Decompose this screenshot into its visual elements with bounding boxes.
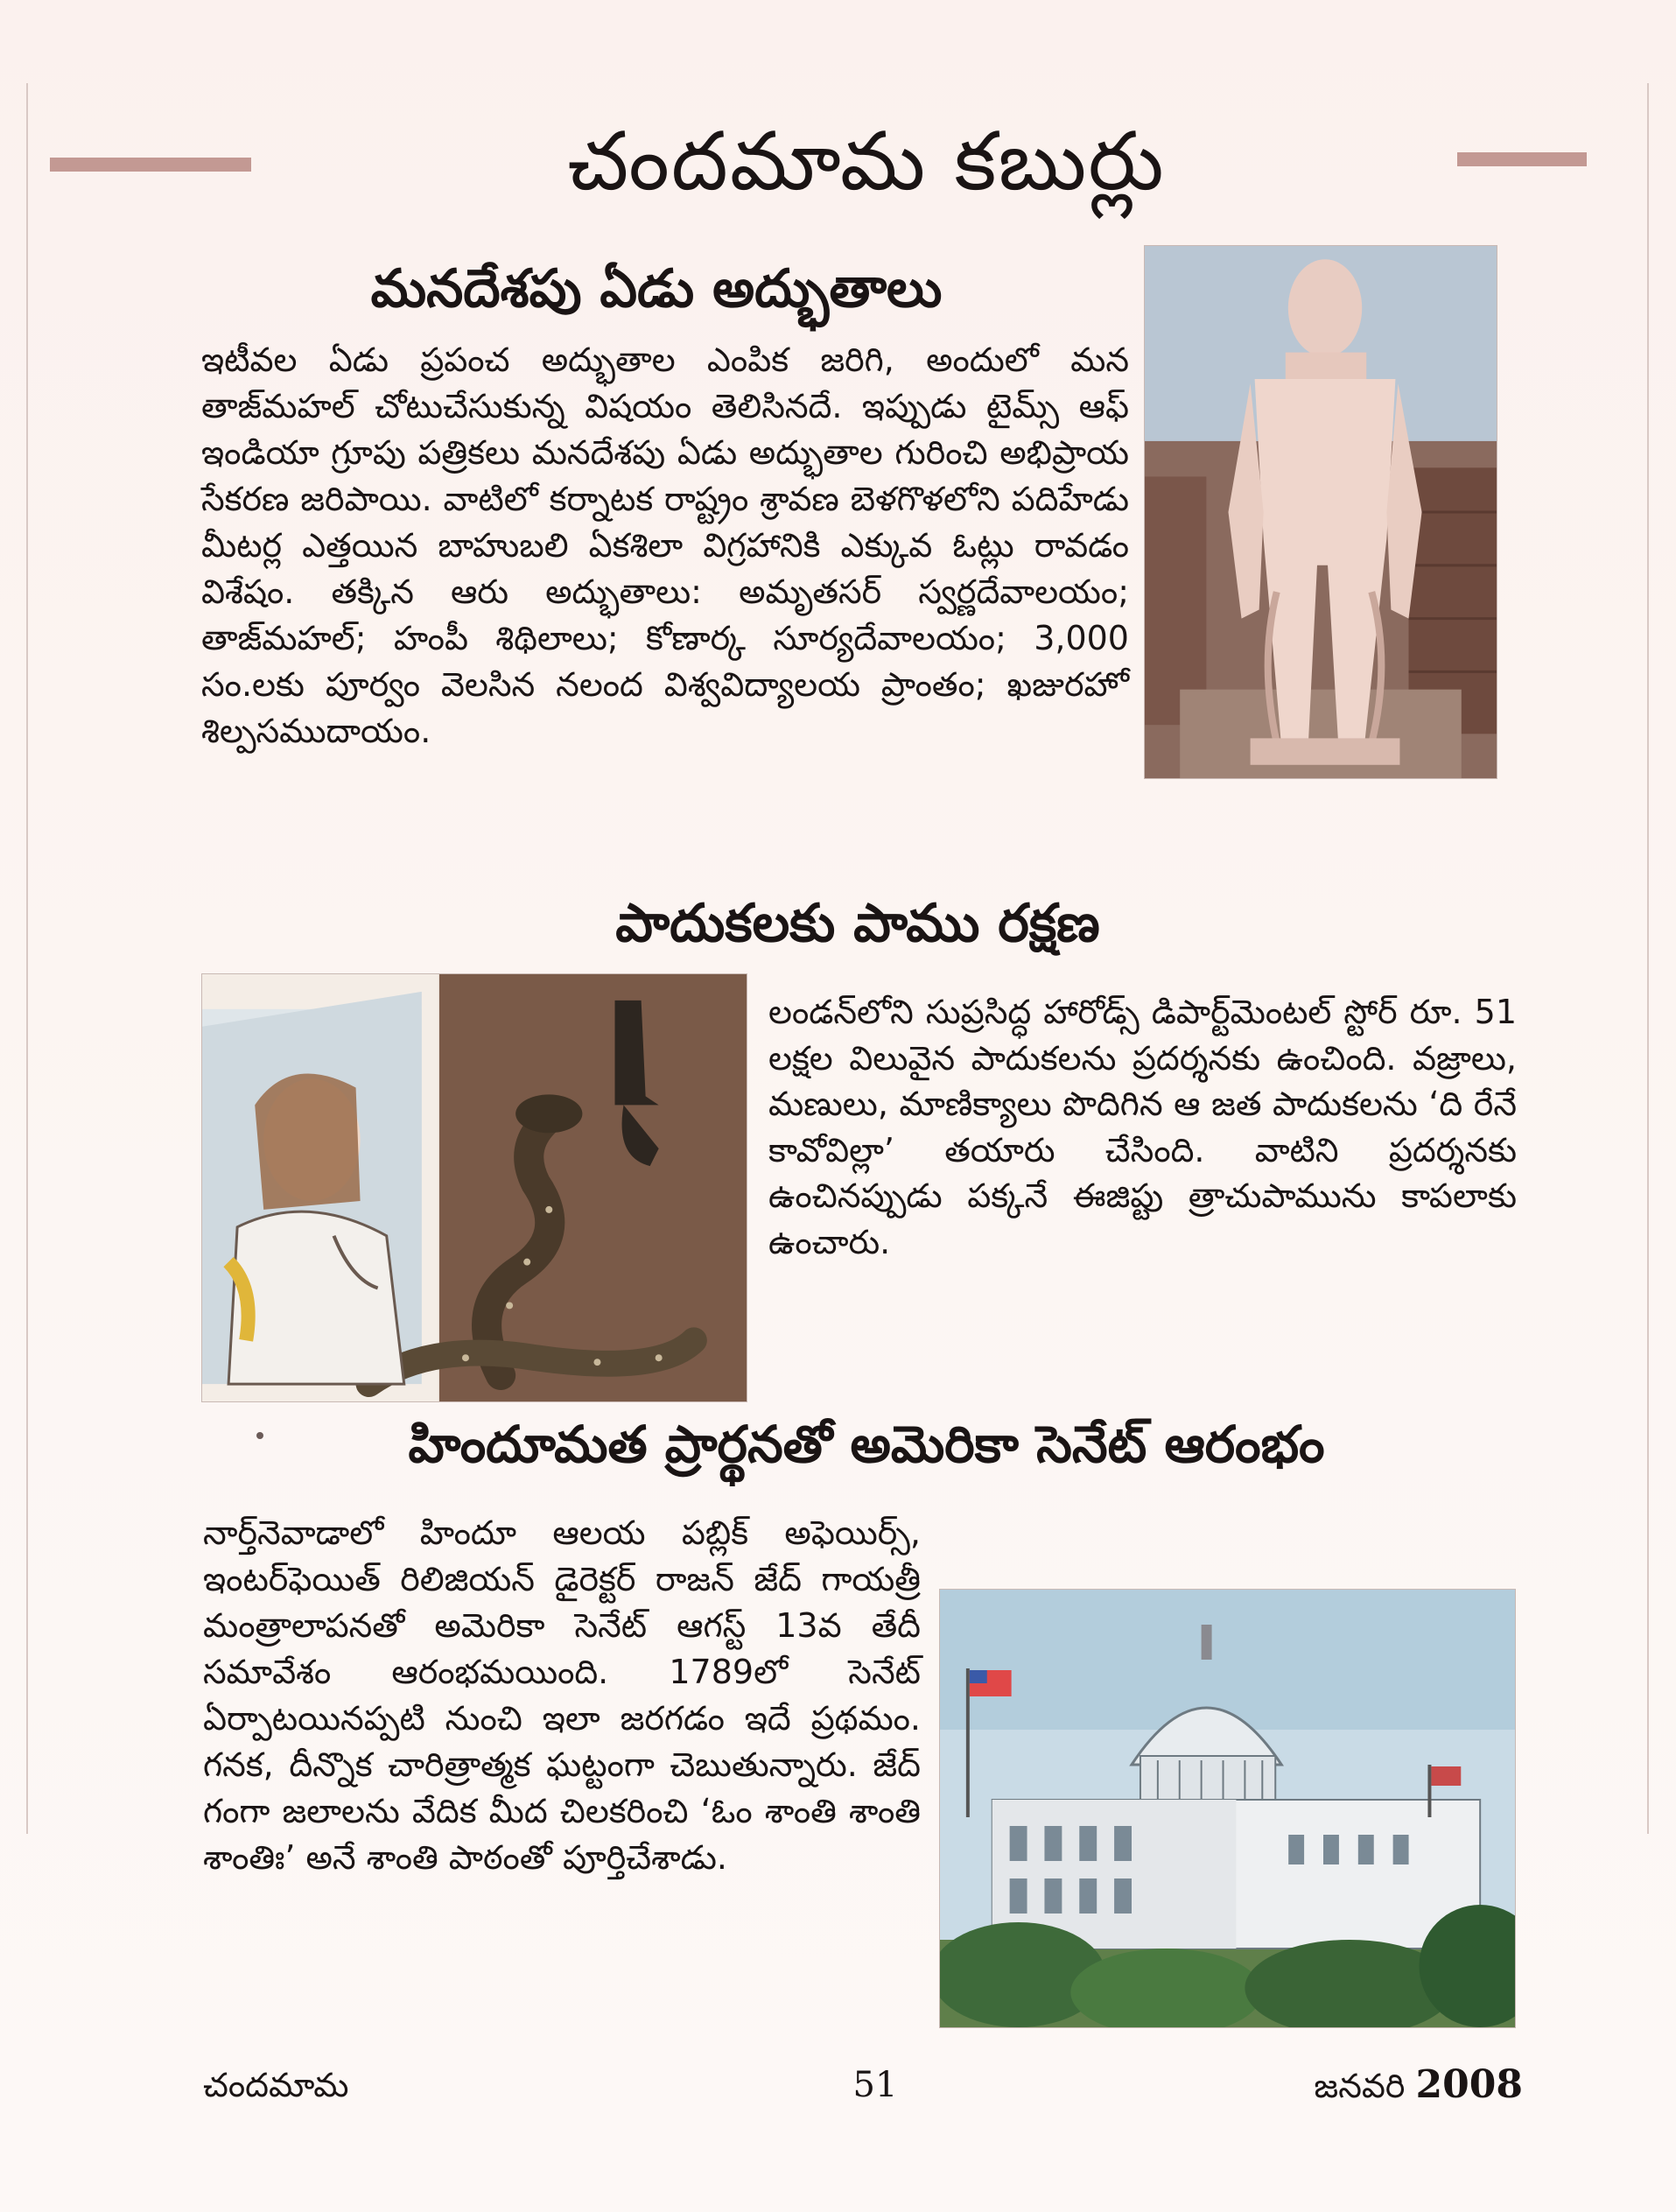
- footer-month: జనవరి: [1314, 2067, 1406, 2105]
- footer-year: 2008: [1415, 2062, 1523, 2107]
- footer-issue-date: [1287, 2059, 1523, 2111]
- bahubali-statue-photo: [1144, 245, 1497, 779]
- scan-edge-right: [1647, 83, 1649, 1834]
- page-number: 51: [852, 2065, 898, 2105]
- bullet-dot: [256, 1432, 263, 1439]
- article-3-heading: హిందూమత ప్రార్థనతో అమెరికా సెనేట్ ఆరంభం: [408, 1415, 1325, 1474]
- column-title: చందమామ కబుర్లు: [567, 115, 1166, 208]
- article-1-heading: మనదేశపు ఏడు అద్భుతాలు: [370, 258, 943, 320]
- masthead-rule-left: [50, 158, 251, 172]
- article-2-heading: పాదుకలకు పాము రక్షణ: [615, 893, 1100, 954]
- scan-edge-left: [26, 83, 28, 1834]
- article-3-body: నార్త్‌నెవాడాలో హిందూ ఆలయ పబ్లిక్ అఫెయిర్స్, ఇంటర్‌ఫెయిత్ రిలిజియన్ డైరెక్టర్ రాజన్ జేద్ గాయత్రీ మంత్రాలాపనతో అమెరికా సెనేట్ ఆగస్ట్ 13వ తేదీ సమావేశం ఆరంభమయింది. 1789లో సెనేట్ ఏర్పాటయినప్పటి నుంచి ఇలా జరగడం ఇదే ప్రథమం. గనక, దీన్నొక చారిత్రాత్మక ఘట్టంగా చెబుతున్నారు. జేద్ గంగా జలాలను వేదిక మీద చిలకరించి ‘ఓం శాంతి శాంతి శాంతిః’ అనే శాంతి పాఠంతో పూర్తిచేశాడు.: [203, 1513, 921, 1877]
- masthead-rule-right: [1457, 152, 1587, 166]
- article-2-body: లండన్‌లోని సుప్రసిద్ధ హారోడ్స్ డిపార్ట్‌మెంటల్ స్టోర్ రూ. 51 లక్షల విలువైన పాదుకలను ప్రదర్శనకు ఉంచింది. వజ్రాలు, మణులు, మాణిక్యాలు పొదిగిన ఆ జత పాదుకలను ‘ది రేనే కావోవిల్లా’ తయారు చేసింది. వాటిని ప్రదర్శనకు ఉంచినప్పుడు పక్కనే ఈజిప్టు త్రాచుపామును కాపలాకు ఉంచారు.: [768, 993, 1517, 1261]
- article-1-body: ఇటీవల ఏడు ప్రపంచ అద్భుతాల ఎంపిక జరిగి, అందులో మన తాజ్‌మహల్ చోటుచేసుకున్న విషయం తెలిసినదే. ఇప్పుడు టైమ్స్ ఆఫ్ ఇండియా గ్రూపు పత్రికలు మనదేశపు ఏడు అద్భుతాల గురించి అభిప్రాయ సేకరణ జరిపాయి. వాటిలో కర్నాటక రాష్ట్రం శ్రావణ బెళగొళలోని పదిహేడు మీటర్ల ఎత్తయిన బాహుబలి ఏకశిలా విగ్రహానికి ఎక్కువ ఓట్లు రావడం విశేషం. తక్కిన ఆరు అద్భుతాలు: అమృతసర్ స్వర్ణదేవాలయం; తాజ్‌మహల్; హంపీ శిథిలాలు; కోణార్క సూర్యదేవాలయం; 3,000 సం.లకు పూర్వం వెలసిన నలంద విశ్వవిద్యాలయ ప్రాంతం; ఖజురహో శిల్పసముదాయం.: [201, 341, 1129, 750]
- us-capitol-illustration: [939, 1589, 1516, 2028]
- cobra-sandal-illustration: [201, 973, 747, 1402]
- footer-magazine-name: చందమామ: [203, 2066, 349, 2104]
